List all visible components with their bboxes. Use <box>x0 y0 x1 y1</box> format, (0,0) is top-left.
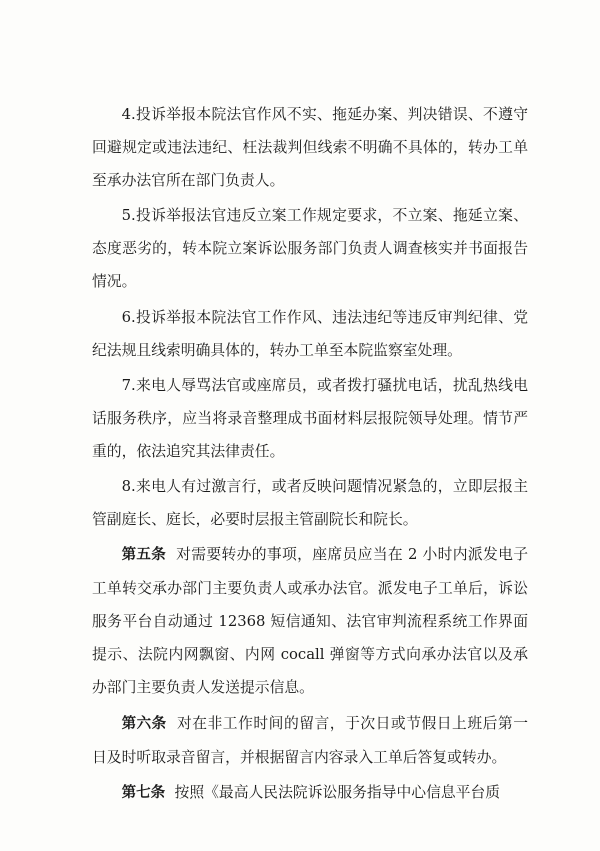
document-body <box>92 98 528 812</box>
article-6 <box>92 707 528 774</box>
paragraph-text: 6.投诉举报本院法官工作作风、违法违纪等违反审判纪律、党纪法规且线索明确具体的，转办工单至本院监察室处理。 <box>92 308 528 359</box>
paragraph-text: 4.投诉举报本院法官作风不实、拖延办案、判决错误、不遵守回避规定或违法违纪、枉法裁判但线索不明确不具体的，转办工单至承办法官所在部门负责人。 <box>92 106 528 189</box>
paragraph-text: 7.来电人辱骂法官或座席员，或者拨打骚扰电话，扰乱热线电话服务秩序，应当将录音整理成书面材料层报院领导处理。情节严重的，依法追究其法律责任。 <box>92 376 528 460</box>
article-text: 对需要转办的事项，座席员应当在 2 小时内派发电子工单转交承办部门主要负责人或承办法官。派发电子工单后，诉讼服务平台自动通过 12368 短信通知、法官审判流程系统工作界面提示、法院内网飘窗、内网 cocall 弹窗等方式向承办法官以及承办部门主要负责人发送提示信息。 <box>92 546 528 697</box>
article-text: 对在非工作时间的留言，于次日或节假日上班后第一日及时听取录音留言，并根据留言内容录入工单后答复或转办。 <box>92 714 528 766</box>
article-number: 第五条 <box>121 547 167 564</box>
paragraph-item-7 <box>92 369 528 468</box>
article-number: 第六条 <box>121 715 167 732</box>
paragraph-text: 8.来电人有过激言行，或者反映问题情况紧急的，立即层报主管副庭长、庭长，必要时层报主管副院长和院长。 <box>92 478 528 529</box>
article-7 <box>92 776 528 810</box>
article-text: 按照《最高人民法院诉讼服务指导中心信息平台质 <box>174 784 501 802</box>
paragraph-item-5 <box>92 199 528 298</box>
article-5 <box>92 538 528 704</box>
paragraph-item-8 <box>92 470 528 536</box>
paragraph-item-6 <box>92 301 528 367</box>
paragraph-text: 5.投诉举报法官违反立案工作规定要求，不立案、拖延立案、态度恶劣的，转本院立案诉讼服务部门负责人调查核实并书面报告情况。 <box>92 207 528 291</box>
paragraph-item-4 <box>92 98 528 197</box>
article-number: 第七条 <box>121 785 166 802</box>
